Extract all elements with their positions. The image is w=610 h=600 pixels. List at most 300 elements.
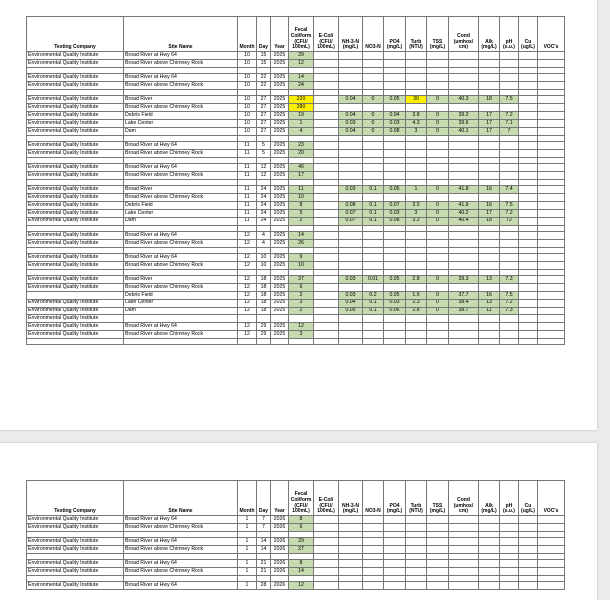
column-header-month: Month <box>238 481 257 516</box>
cell-no3 <box>363 516 384 524</box>
cell-ph: 7.5 <box>500 201 519 209</box>
cell-day: 7 <box>257 523 271 531</box>
cell-day: 27 <box>257 104 271 112</box>
cell-site: Debris Field <box>124 111 238 119</box>
cell-cond <box>449 516 479 524</box>
cell-no3: 0 <box>363 96 384 104</box>
cell-cond <box>449 315 479 323</box>
cell-nh3 <box>339 568 363 576</box>
cell-site: Broad River above Chimney Rock <box>124 331 238 339</box>
cell-nh3 <box>339 141 363 149</box>
cell-turb <box>406 315 427 323</box>
cell-alk <box>479 331 500 339</box>
table-row <box>27 217 565 225</box>
cell-site: Broad River above Chimney Rock <box>124 568 238 576</box>
cell-fecal: 4 <box>289 127 314 135</box>
cell-ph <box>500 582 519 590</box>
cell-site <box>124 339 238 345</box>
cell-fecal: 29 <box>289 52 314 60</box>
cell-voc <box>538 81 565 89</box>
cell-alk <box>479 52 500 60</box>
cell-cond <box>449 568 479 576</box>
cell-cond <box>449 261 479 269</box>
table-row <box>27 52 565 60</box>
cell-alk <box>479 74 500 82</box>
cell-nh3 <box>339 516 363 524</box>
cell-company: Environmental Quality Institute <box>27 582 124 590</box>
cell-cond <box>449 538 479 546</box>
cell-ecoli <box>314 59 339 67</box>
cell-voc <box>538 96 565 104</box>
cell-cond <box>449 149 479 157</box>
cell-ecoli <box>314 111 339 119</box>
cell-ecoli <box>314 239 339 247</box>
table-row <box>27 253 565 261</box>
cell-site: Broad River above Chimney Rock <box>124 545 238 553</box>
cell-voc <box>538 239 565 247</box>
cell-cond <box>449 339 479 345</box>
cell-turb <box>406 74 427 82</box>
cell-day: 21 <box>257 568 271 576</box>
cell-turb <box>406 560 427 568</box>
cell-month: 12 <box>238 331 257 339</box>
cell-cond: 39.3 <box>449 275 479 283</box>
cell-company: Environmental Quality Institute <box>27 209 124 217</box>
cell-fecal <box>289 315 314 323</box>
cell-company: Environmental Quality Institute <box>27 323 124 331</box>
cell-voc <box>538 307 565 315</box>
table-row <box>27 81 565 89</box>
cell-fecal: 23 <box>289 141 314 149</box>
cell-site: Broad River at Hwy 64 <box>124 253 238 261</box>
cell-site: Lake Center <box>124 209 238 217</box>
cell-site: Broad River above Chimney Rock <box>124 59 238 67</box>
cell-turb <box>406 283 427 291</box>
cell-fecal: 37 <box>289 275 314 283</box>
cell-cond <box>449 74 479 82</box>
cell-month: 11 <box>238 201 257 209</box>
cell-voc <box>538 163 565 171</box>
cell-cu <box>519 275 538 283</box>
cell-alk <box>479 538 500 546</box>
column-header-cond: Cond (umhos/ cm) <box>449 17 479 52</box>
cell-po4 <box>384 545 406 553</box>
cell-month: 11 <box>238 171 257 179</box>
cell-voc <box>538 201 565 209</box>
cell-po4: 0.05 <box>384 186 406 194</box>
cell-ph <box>500 239 519 247</box>
cell-company: Environmental Quality Institute <box>27 149 124 157</box>
cell-cu <box>519 239 538 247</box>
table-row <box>27 163 565 171</box>
cell-tss: 0 <box>427 275 449 283</box>
cell-ecoli <box>314 253 339 261</box>
cell-voc <box>538 59 565 67</box>
cell-po4: 0.05 <box>384 291 406 299</box>
cell-po4 <box>384 59 406 67</box>
cell-fecal: 3 <box>289 299 314 307</box>
cell-po4 <box>384 253 406 261</box>
cell-po4 <box>384 523 406 531</box>
cell-no3 <box>363 582 384 590</box>
cell-nh3 <box>339 253 363 261</box>
cell-cond: 40.4 <box>449 217 479 225</box>
table-row <box>27 149 565 157</box>
cell-cu <box>519 231 538 239</box>
cell-fecal: 2 <box>289 217 314 225</box>
cell-month: 10 <box>238 52 257 60</box>
cell-nh3 <box>339 582 363 590</box>
cell-po4: 0.03 <box>384 119 406 127</box>
cell-cu <box>519 149 538 157</box>
cell-month: 11 <box>238 209 257 217</box>
cell-turb <box>406 253 427 261</box>
cell-nh3: 0.04 <box>339 127 363 135</box>
cell-no3 <box>363 261 384 269</box>
cell-turb <box>406 545 427 553</box>
cell-ecoli <box>314 315 339 323</box>
column-header-cu: Cu (ug/L) <box>519 17 538 52</box>
cell-cond <box>449 104 479 112</box>
cell-alk <box>479 171 500 179</box>
cell-site: Broad River at Hwy 64 <box>124 516 238 524</box>
cell-no3: 0.1 <box>363 201 384 209</box>
column-header-ph: pH (s.u.) <box>500 481 519 516</box>
table-row <box>27 111 565 119</box>
cell-ph <box>500 59 519 67</box>
cell-po4 <box>384 339 406 345</box>
cell-tss: 0 <box>427 111 449 119</box>
cell-ph <box>500 171 519 179</box>
cell-turb <box>406 141 427 149</box>
cell-fecal: 2 <box>289 291 314 299</box>
cell-company: Environmental Quality Institute <box>27 231 124 239</box>
cell-day: 4 <box>257 239 271 247</box>
cell-year <box>271 315 289 323</box>
cell-nh3: 0.08 <box>339 201 363 209</box>
cell-voc <box>538 141 565 149</box>
cell-alk: 11 <box>479 307 500 315</box>
cell-ecoli <box>314 339 339 345</box>
cell-year: 2025 <box>271 331 289 339</box>
cell-site: Broad River above Chimney Rock <box>124 261 238 269</box>
cell-no3 <box>363 74 384 82</box>
cell-tss: 0 <box>427 186 449 194</box>
cell-cu <box>519 331 538 339</box>
cell-no3 <box>363 141 384 149</box>
cell-year: 2025 <box>271 201 289 209</box>
cell-turb <box>406 323 427 331</box>
cell-nh3: 0.05 <box>339 307 363 315</box>
cell-year: 2025 <box>271 299 289 307</box>
cell-tss <box>427 239 449 247</box>
cell-day: 18 <box>257 283 271 291</box>
cell-company: Environmental Quality Institute <box>27 74 124 82</box>
table-row <box>27 231 565 239</box>
cell-no3 <box>363 560 384 568</box>
cell-ph: 7.5 <box>500 291 519 299</box>
cell-month: 11 <box>238 217 257 225</box>
cell-no3 <box>363 315 384 323</box>
cell-ecoli <box>314 171 339 179</box>
table-row <box>27 315 565 323</box>
cell-month: 11 <box>238 149 257 157</box>
cell-month: 10 <box>238 81 257 89</box>
cell-site: Broad River at Hwy 64 <box>124 74 238 82</box>
cell-site: Broad River <box>124 186 238 194</box>
cell-turb <box>406 149 427 157</box>
cell-cond <box>449 331 479 339</box>
table-row <box>27 261 565 269</box>
cell-company: Environmental Quality Institute <box>27 315 124 323</box>
cell-turb <box>406 582 427 590</box>
cell-turb: 3 <box>406 209 427 217</box>
cell-alk <box>479 283 500 291</box>
cell-cu <box>519 582 538 590</box>
cell-alk <box>479 141 500 149</box>
cell-month: 12 <box>238 307 257 315</box>
cell-ph <box>500 283 519 291</box>
cell-tss <box>427 331 449 339</box>
cell-turb <box>406 568 427 576</box>
cell-voc <box>538 261 565 269</box>
cell-no3 <box>363 545 384 553</box>
cell-year: 2025 <box>271 149 289 157</box>
cell-month <box>238 339 257 345</box>
cell-no3: 0.1 <box>363 307 384 315</box>
column-header-turb: Turb (NTU) <box>406 481 427 516</box>
cell-voc <box>538 291 565 299</box>
cell-ph: 7.2 <box>500 299 519 307</box>
cell-turb <box>406 163 427 171</box>
cell-turb <box>406 231 427 239</box>
cell-day: 18 <box>257 275 271 283</box>
cell-company: Environmental Quality Institute <box>27 217 124 225</box>
cell-ecoli <box>314 81 339 89</box>
cell-site: Broad River above Chimney Rock <box>124 104 238 112</box>
table-row <box>27 96 565 104</box>
cell-tss <box>427 323 449 331</box>
cell-po4: 0.05 <box>384 275 406 283</box>
cell-day: 27 <box>257 119 271 127</box>
table-row <box>27 59 565 67</box>
cell-tss: 0 <box>427 201 449 209</box>
cell-tss <box>427 283 449 291</box>
cell-alk: 17 <box>479 119 500 127</box>
cell-cu <box>519 127 538 135</box>
cell-ecoli <box>314 209 339 217</box>
cell-site: Broad River above Chimney Rock <box>124 523 238 531</box>
cell-po4 <box>384 193 406 201</box>
cell-nh3 <box>339 171 363 179</box>
cell-day: 18 <box>257 299 271 307</box>
cell-tss <box>427 171 449 179</box>
cell-no3 <box>363 523 384 531</box>
table-row <box>27 538 565 546</box>
column-header-day: Day <box>257 17 271 52</box>
table-row <box>27 331 565 339</box>
cell-month: 10 <box>238 119 257 127</box>
cell-voc <box>538 209 565 217</box>
cell-site <box>124 315 238 323</box>
cell-company: Environmental Quality Institute <box>27 538 124 546</box>
cell-voc <box>538 149 565 157</box>
cell-alk <box>479 560 500 568</box>
cell-cu <box>519 560 538 568</box>
cell-year: 2025 <box>271 291 289 299</box>
cell-alk <box>479 104 500 112</box>
cell-month: 1 <box>238 568 257 576</box>
cell-day: 15 <box>257 59 271 67</box>
cell-ph <box>500 545 519 553</box>
cell-fecal: 46 <box>289 163 314 171</box>
cell-cu <box>519 261 538 269</box>
cell-nh3: 0.03 <box>339 275 363 283</box>
spacer-row <box>27 339 565 345</box>
table-row <box>27 193 565 201</box>
cell-nh3: 0.03 <box>339 119 363 127</box>
cell-tss <box>427 568 449 576</box>
cell-no3 <box>363 81 384 89</box>
cell-site: Broad River at Hwy 64 <box>124 323 238 331</box>
cell-voc <box>538 275 565 283</box>
cell-company: Environmental Quality Institute <box>27 331 124 339</box>
cell-ecoli <box>314 141 339 149</box>
column-header-nh3: NH-3-N (mg/L) <box>339 17 363 52</box>
cell-cu <box>519 217 538 225</box>
cell-fecal: 10 <box>289 193 314 201</box>
cell-voc <box>538 193 565 201</box>
cell-ecoli <box>314 331 339 339</box>
cell-cond: 37.7 <box>449 291 479 299</box>
cell-turb: 3.5 <box>406 201 427 209</box>
cell-ecoli <box>314 217 339 225</box>
cell-year: 2025 <box>271 59 289 67</box>
cell-voc <box>538 231 565 239</box>
cell-site: Broad River at Hwy 64 <box>124 582 238 590</box>
cell-turb <box>406 81 427 89</box>
cell-nh3 <box>339 239 363 247</box>
cell-no3 <box>363 52 384 60</box>
cell-ph: 72 <box>500 217 519 225</box>
cell-fecal: 6 <box>289 523 314 531</box>
cell-alk: 16 <box>479 291 500 299</box>
cell-month: 11 <box>238 193 257 201</box>
cell-turb <box>406 52 427 60</box>
cell-cond <box>449 231 479 239</box>
cell-po4 <box>384 331 406 339</box>
cell-fecal: 6 <box>289 283 314 291</box>
cell-site: Lake Center <box>124 299 238 307</box>
cell-turb: 30 <box>406 96 427 104</box>
cell-company: Environmental Quality Institute <box>27 52 124 60</box>
cell-tss: 0 <box>427 299 449 307</box>
cell-tss <box>427 52 449 60</box>
column-header-alk: Alk (mg/L) <box>479 481 500 516</box>
cell-no3 <box>363 253 384 261</box>
cell-year: 2025 <box>271 253 289 261</box>
cell-day: 28 <box>257 582 271 590</box>
cell-tss: 0 <box>427 307 449 315</box>
cell-cond <box>449 523 479 531</box>
cell-nh3: 0.07 <box>339 217 363 225</box>
cell-month: 1 <box>238 538 257 546</box>
cell-site: Broad River above Chimney Rock <box>124 239 238 247</box>
cell-year: 2025 <box>271 231 289 239</box>
cell-tss <box>427 149 449 157</box>
cell-turb <box>406 331 427 339</box>
cell-day: 12 <box>257 171 271 179</box>
cell-ph <box>500 74 519 82</box>
cell-turb <box>406 261 427 269</box>
cell-po4: 0.04 <box>384 111 406 119</box>
cell-company <box>27 291 124 299</box>
cell-alk <box>479 239 500 247</box>
cell-year: 2025 <box>271 239 289 247</box>
column-header-turb: Turb (NTU) <box>406 17 427 52</box>
cell-ecoli <box>314 568 339 576</box>
table-row <box>27 283 565 291</box>
cell-no3 <box>363 231 384 239</box>
cell-fecal: 3 <box>289 331 314 339</box>
cell-cu <box>519 141 538 149</box>
cell-year: 2025 <box>271 275 289 283</box>
cell-site: Debris Field <box>124 201 238 209</box>
cell-month: 10 <box>238 74 257 82</box>
cell-fecal: 27 <box>289 545 314 553</box>
cell-fecal: 17 <box>289 171 314 179</box>
cell-no3 <box>363 104 384 112</box>
cell-tss: 0 <box>427 217 449 225</box>
cell-site: Broad River above Chimney Rock <box>124 171 238 179</box>
cell-cond <box>449 171 479 179</box>
cell-no3 <box>363 331 384 339</box>
cell-ph: 7.2 <box>500 209 519 217</box>
cell-year: 2026 <box>271 516 289 524</box>
cell-cond <box>449 81 479 89</box>
cell-no3 <box>363 239 384 247</box>
column-header-year: Year <box>271 17 289 52</box>
cell-ph <box>500 253 519 261</box>
cell-voc <box>538 104 565 112</box>
cell-site: Broad River above Chimney Rock <box>124 283 238 291</box>
column-header-no3: NO3-N <box>363 481 384 516</box>
cell-cu <box>519 315 538 323</box>
column-header-cu: Cu (ug/L) <box>519 481 538 516</box>
cell-company: Environmental Quality Institute <box>27 171 124 179</box>
cell-ph <box>500 516 519 524</box>
cell-alk <box>479 261 500 269</box>
cell-alk <box>479 516 500 524</box>
cell-ecoli <box>314 96 339 104</box>
cell-voc <box>538 315 565 323</box>
cell-ecoli <box>314 582 339 590</box>
cell-site: Broad River at Hwy 64 <box>124 163 238 171</box>
cell-month: 12 <box>238 299 257 307</box>
cell-ecoli <box>314 186 339 194</box>
cell-cu <box>519 111 538 119</box>
cell-ecoli <box>314 261 339 269</box>
cell-cu <box>519 339 538 345</box>
cell-ecoli <box>314 516 339 524</box>
cell-ecoli <box>314 323 339 331</box>
cell-month: 1 <box>238 545 257 553</box>
cell-company: Environmental Quality Institute <box>27 523 124 531</box>
cell-nh3 <box>339 339 363 345</box>
cell-year: 2025 <box>271 307 289 315</box>
cell-year: 2025 <box>271 283 289 291</box>
cell-year: 2025 <box>271 96 289 104</box>
